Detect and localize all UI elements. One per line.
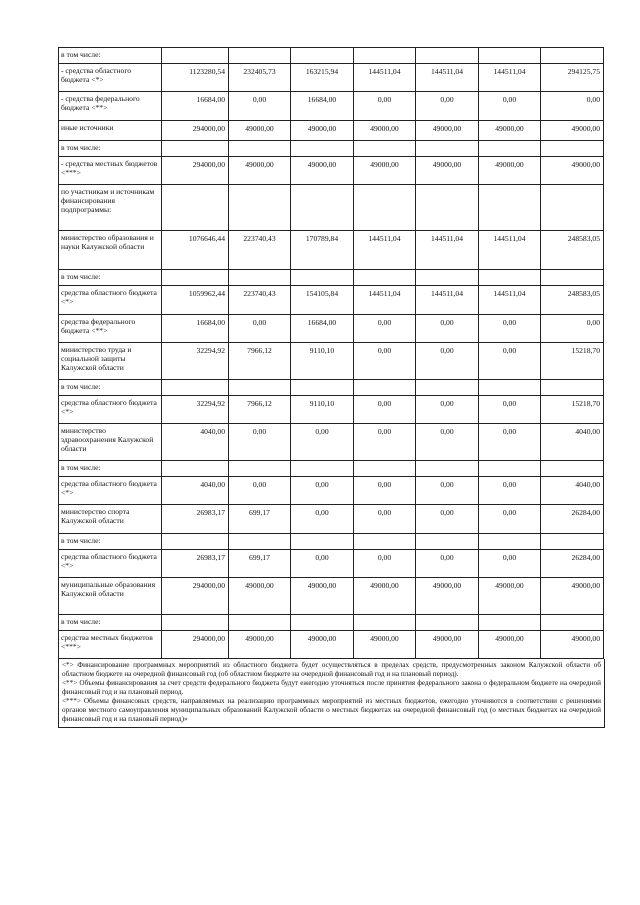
value-cell: [354, 141, 416, 157]
value-cell: 0,00: [541, 315, 604, 343]
value-cell: 294000,00: [162, 157, 229, 185]
value-cell: 49000,00: [354, 578, 416, 615]
table-row: [59, 315, 604, 343]
table-row: [59, 286, 604, 315]
value-cell: 49000,00: [291, 121, 354, 141]
value-cell: 0,00: [541, 92, 604, 121]
table-row: [59, 615, 604, 631]
value-cell: 49000,00: [416, 121, 479, 141]
value-cell: 49000,00: [479, 578, 541, 615]
row-label: в том числе:: [59, 48, 162, 64]
value-cell: [354, 534, 416, 550]
table-row: [59, 121, 604, 141]
value-cell: 0,00: [479, 505, 541, 534]
value-cell: 16684,00: [291, 315, 354, 343]
table-row: [59, 157, 604, 185]
value-cell: 144511,04: [416, 231, 479, 270]
value-cell: 0,00: [354, 315, 416, 343]
value-cell: 16684,00: [162, 92, 229, 121]
value-cell: 294125,75: [541, 64, 604, 92]
value-cell: [162, 141, 229, 157]
table-row: [59, 550, 604, 578]
value-cell: 49000,00: [291, 157, 354, 185]
row-label: в том числе:: [59, 615, 162, 631]
value-cell: 0,00: [354, 396, 416, 424]
footnotes: [58, 659, 605, 728]
value-cell: [541, 534, 604, 550]
value-cell: 699,17: [229, 505, 291, 534]
footnote-local-budgets: <***> Объемы финансовых средств, направляемых на реализацию программных мероприятий из местных бюджетов, ежегодно уточняются в соответствии с решениями органов местного самоуправления муниципальных образований Калужской области о местных бюджетах на очередной финансовый год (о местных бюджетах на очередной финансовый год и на плановый период)»: [62, 697, 601, 723]
value-cell: 0,00: [416, 505, 479, 534]
value-cell: 0,00: [229, 315, 291, 343]
value-cell: 49000,00: [416, 631, 479, 659]
value-cell: 0,00: [416, 424, 479, 461]
value-cell: 0,00: [229, 92, 291, 121]
value-cell: 49000,00: [354, 121, 416, 141]
value-cell: 26284,00: [541, 505, 604, 534]
value-cell: 0,00: [416, 396, 479, 424]
value-cell: [229, 141, 291, 157]
table-row: [59, 380, 604, 396]
value-cell: [229, 270, 291, 286]
value-cell: 49000,00: [416, 578, 479, 615]
financing-table: [58, 47, 604, 659]
footnote-regional-budget: <*> Финансирование программных мероприятий из областного бюджета будет осуществляться в пределах средств, предусмотренных законом Калужской области об областном бюджете на очередной финансовый год (об областном бюджете на очередной финансовый год и на плановый период).: [62, 661, 601, 678]
value-cell: [541, 270, 604, 286]
value-cell: 144511,04: [479, 64, 541, 92]
table-row: [59, 231, 604, 270]
row-label: министерство спорта Калужской области: [59, 505, 162, 534]
value-cell: 49000,00: [541, 578, 604, 615]
row-label: в том числе:: [59, 534, 162, 550]
table-row: [59, 578, 604, 615]
table-row: [59, 92, 604, 121]
row-label: в том числе:: [59, 270, 162, 286]
value-cell: [416, 461, 479, 477]
value-cell: 49000,00: [354, 157, 416, 185]
value-cell: 49000,00: [541, 631, 604, 659]
value-cell: 26284,00: [541, 550, 604, 578]
row-label: средства местных бюджетов <***>: [59, 631, 162, 659]
value-cell: 144511,04: [479, 231, 541, 270]
value-cell: 144511,04: [354, 286, 416, 315]
value-cell: [479, 48, 541, 64]
table-row: [59, 270, 604, 286]
value-cell: 0,00: [291, 424, 354, 461]
row-label: - средства федерального бюджета <**>: [59, 92, 162, 121]
value-cell: [229, 380, 291, 396]
value-cell: 0,00: [479, 424, 541, 461]
value-cell: 4040,00: [541, 424, 604, 461]
value-cell: 248583,05: [541, 286, 604, 315]
value-cell: 0,00: [291, 477, 354, 505]
value-cell: 0,00: [416, 550, 479, 578]
value-cell: 0,00: [354, 477, 416, 505]
value-cell: 32294,92: [162, 396, 229, 424]
value-cell: 49000,00: [229, 157, 291, 185]
value-cell: [354, 48, 416, 64]
row-label: средства областного бюджета <*>: [59, 286, 162, 315]
value-cell: 223740,43: [229, 286, 291, 315]
value-cell: [416, 270, 479, 286]
row-label: в том числе:: [59, 380, 162, 396]
value-cell: 16684,00: [291, 92, 354, 121]
row-label: средства федерального бюджета <**>: [59, 315, 162, 343]
value-cell: 49000,00: [479, 121, 541, 141]
value-cell: 0,00: [354, 550, 416, 578]
value-cell: [291, 185, 354, 231]
row-label: средства областного бюджета <*>: [59, 477, 162, 505]
value-cell: [291, 270, 354, 286]
value-cell: 15218,70: [541, 396, 604, 424]
value-cell: [479, 270, 541, 286]
row-label: иные источники: [59, 121, 162, 141]
value-cell: 294000,00: [162, 121, 229, 141]
value-cell: 26983,17: [162, 550, 229, 578]
value-cell: [162, 534, 229, 550]
value-cell: [541, 380, 604, 396]
table-body: [59, 48, 604, 659]
value-cell: [291, 534, 354, 550]
value-cell: 26983,17: [162, 505, 229, 534]
value-cell: [479, 461, 541, 477]
table-row: [59, 141, 604, 157]
value-cell: [479, 380, 541, 396]
value-cell: 49000,00: [291, 631, 354, 659]
value-cell: 0,00: [291, 505, 354, 534]
table-row: [59, 64, 604, 92]
value-cell: 144511,04: [354, 231, 416, 270]
value-cell: 49000,00: [479, 157, 541, 185]
value-cell: [416, 141, 479, 157]
value-cell: 0,00: [479, 477, 541, 505]
value-cell: [479, 185, 541, 231]
value-cell: [416, 380, 479, 396]
value-cell: [162, 48, 229, 64]
value-cell: 49000,00: [229, 631, 291, 659]
value-cell: 0,00: [354, 505, 416, 534]
value-cell: 49000,00: [229, 121, 291, 141]
value-cell: [354, 380, 416, 396]
value-cell: 0,00: [354, 92, 416, 121]
value-cell: 163215,94: [291, 64, 354, 92]
value-cell: 223740,43: [229, 231, 291, 270]
value-cell: [354, 461, 416, 477]
table-row: [59, 505, 604, 534]
value-cell: 49000,00: [479, 631, 541, 659]
value-cell: 0,00: [479, 315, 541, 343]
value-cell: 294000,00: [162, 631, 229, 659]
value-cell: 0,00: [229, 424, 291, 461]
document-page: [58, 47, 603, 728]
value-cell: [354, 615, 416, 631]
value-cell: 144511,04: [416, 64, 479, 92]
value-cell: [416, 48, 479, 64]
value-cell: [229, 48, 291, 64]
value-cell: 4040,00: [162, 477, 229, 505]
value-cell: 49000,00: [229, 578, 291, 615]
value-cell: 49000,00: [354, 631, 416, 659]
table-row: [59, 185, 604, 231]
value-cell: [416, 185, 479, 231]
value-cell: 0,00: [416, 343, 479, 380]
value-cell: 232405,73: [229, 64, 291, 92]
value-cell: 144511,04: [479, 286, 541, 315]
value-cell: 248583,05: [541, 231, 604, 270]
value-cell: [541, 185, 604, 231]
row-label: в том числе:: [59, 461, 162, 477]
row-label: муниципальные образования Калужской области: [59, 578, 162, 615]
value-cell: [354, 185, 416, 231]
value-cell: 144511,04: [354, 64, 416, 92]
value-cell: 49000,00: [291, 578, 354, 615]
value-cell: [162, 615, 229, 631]
value-cell: [416, 615, 479, 631]
value-cell: 0,00: [479, 343, 541, 380]
value-cell: 15218,70: [541, 343, 604, 380]
value-cell: 0,00: [416, 315, 479, 343]
table-row: [59, 396, 604, 424]
value-cell: [541, 615, 604, 631]
row-label: - средства областного бюджета <*>: [59, 64, 162, 92]
value-cell: 699,17: [229, 550, 291, 578]
value-cell: 0,00: [354, 424, 416, 461]
value-cell: 4040,00: [162, 424, 229, 461]
row-label: - средства местных бюджетов <***>: [59, 157, 162, 185]
value-cell: 49000,00: [541, 157, 604, 185]
value-cell: 7966,12: [229, 343, 291, 380]
value-cell: [229, 615, 291, 631]
value-cell: [541, 461, 604, 477]
value-cell: 49000,00: [416, 157, 479, 185]
value-cell: 0,00: [479, 92, 541, 121]
row-label: по участникам и источникам финансирования подпрограммы:: [59, 185, 162, 231]
value-cell: 0,00: [291, 550, 354, 578]
row-label: в том числе:: [59, 141, 162, 157]
table-row: [59, 534, 604, 550]
row-label: министерство здравоохранения Калужской области: [59, 424, 162, 461]
value-cell: [291, 48, 354, 64]
value-cell: 1076646,44: [162, 231, 229, 270]
value-cell: [162, 185, 229, 231]
value-cell: [354, 270, 416, 286]
value-cell: 0,00: [229, 477, 291, 505]
value-cell: [291, 461, 354, 477]
value-cell: 0,00: [354, 343, 416, 380]
row-label: средства областного бюджета <*>: [59, 550, 162, 578]
value-cell: [229, 534, 291, 550]
row-label: министерство образования и науки Калужской области: [59, 231, 162, 270]
value-cell: 16684,00: [162, 315, 229, 343]
value-cell: 154105,84: [291, 286, 354, 315]
value-cell: 4040,00: [541, 477, 604, 505]
table-row: [59, 343, 604, 380]
value-cell: 9110,10: [291, 396, 354, 424]
table-row: [59, 477, 604, 505]
value-cell: 0,00: [416, 92, 479, 121]
value-cell: 0,00: [416, 477, 479, 505]
value-cell: 294000,00: [162, 578, 229, 615]
value-cell: [541, 141, 604, 157]
value-cell: [416, 534, 479, 550]
table-row: [59, 48, 604, 64]
value-cell: [291, 141, 354, 157]
value-cell: 1123280,54: [162, 64, 229, 92]
value-cell: 144511,04: [416, 286, 479, 315]
value-cell: [162, 380, 229, 396]
row-label: министерство труда и социальной защиты Калужской области: [59, 343, 162, 380]
value-cell: [291, 380, 354, 396]
value-cell: 170789,84: [291, 231, 354, 270]
value-cell: 49000,00: [541, 121, 604, 141]
footnote-federal-budget: <**> Объемы финансирования за счет средств федерального бюджета будут ежегодно уточняться после принятия федерального закона о федеральном бюджете на очередной финансовый год и на плановый период.: [62, 679, 601, 696]
table-row: [59, 631, 604, 659]
value-cell: 0,00: [479, 396, 541, 424]
value-cell: [162, 461, 229, 477]
value-cell: [162, 270, 229, 286]
value-cell: [229, 185, 291, 231]
value-cell: [229, 461, 291, 477]
value-cell: [479, 141, 541, 157]
value-cell: [479, 615, 541, 631]
row-label: средства областного бюджета <*>: [59, 396, 162, 424]
value-cell: 1059962,44: [162, 286, 229, 315]
table-row: [59, 424, 604, 461]
value-cell: 7966,12: [229, 396, 291, 424]
value-cell: [479, 534, 541, 550]
value-cell: 9110,10: [291, 343, 354, 380]
value-cell: 32294,92: [162, 343, 229, 380]
value-cell: 0,00: [479, 550, 541, 578]
table-row: [59, 461, 604, 477]
value-cell: [541, 48, 604, 64]
value-cell: [291, 615, 354, 631]
